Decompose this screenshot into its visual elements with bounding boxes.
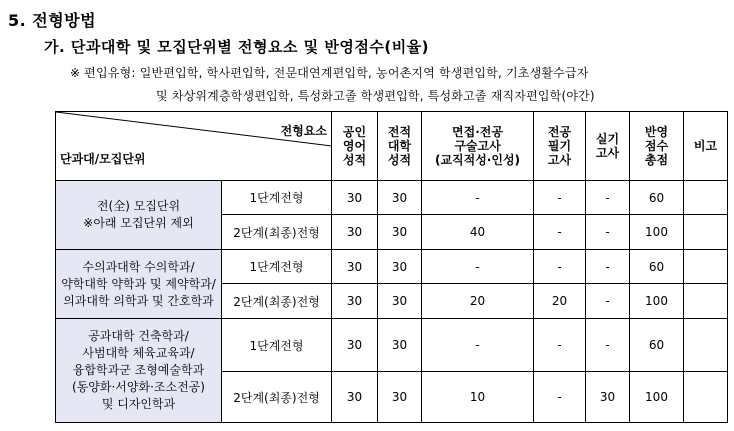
- value-cell: -: [534, 215, 586, 250]
- table-row: [56, 250, 728, 284]
- value-cell: -: [586, 250, 630, 284]
- value-cell: -: [586, 284, 630, 319]
- stage-cell: 1단계전형: [222, 181, 332, 215]
- value-cell: -: [534, 181, 586, 215]
- evaluation-table: [55, 111, 728, 423]
- stage-cell: 2단계(최종)전형: [222, 372, 332, 423]
- total-cell: 60: [630, 181, 684, 215]
- value-cell: -: [422, 319, 534, 372]
- table-row: [56, 319, 728, 372]
- unit-cell: 전(全) 모집단위 ※아래 모집단위 제외: [56, 181, 222, 250]
- header-remarks: 비고: [684, 112, 728, 181]
- header-practical-exam: 실기 고사: [586, 112, 630, 181]
- value-cell: 30: [378, 319, 422, 372]
- header-english-score: 공인 영어 성적: [332, 112, 378, 181]
- header-interview: 면접·전공 구술고사 (교직적성·인성): [422, 112, 534, 181]
- header-written-exam: 전공 필기 고사: [534, 112, 586, 181]
- value-cell: 30: [378, 372, 422, 423]
- value-cell: 30: [378, 181, 422, 215]
- stage-cell: 1단계전형: [222, 319, 332, 372]
- value-cell: 30: [378, 215, 422, 250]
- total-cell: 60: [630, 250, 684, 284]
- column-axis-label: 전형요소: [280, 124, 327, 138]
- value-cell: 30: [378, 250, 422, 284]
- value-cell: -: [534, 250, 586, 284]
- total-cell: 100: [630, 284, 684, 319]
- value-cell: -: [586, 319, 630, 372]
- value-cell: 30: [332, 181, 378, 215]
- admission-type-note: ※ 편입유형: 일반편입학, 학사편입학, 전문대연계편입학, 농어촌지역 학생편입학, 기초생활수급자: [70, 66, 589, 80]
- total-cell: 100: [630, 215, 684, 250]
- table-row: [56, 181, 728, 215]
- value-cell: 30: [332, 215, 378, 250]
- value-cell: -: [422, 181, 534, 215]
- stage-cell: 2단계(최종)전형: [222, 284, 332, 319]
- header-prior-college-gpa: 전적 대학 성적: [378, 112, 422, 181]
- value-cell: 20: [422, 284, 534, 319]
- value-cell: -: [534, 372, 586, 423]
- total-cell: 100: [630, 372, 684, 423]
- table-corner-header: [56, 112, 332, 181]
- remark-cell: [684, 319, 728, 372]
- value-cell: 10: [422, 372, 534, 423]
- remark-cell: [684, 250, 728, 284]
- remark-cell: [684, 181, 728, 215]
- unit-cell: 수의과대학 수의학과/ 약학대학 약학과 및 제약학과/ 의과대학 의학과 및 간호학과: [56, 250, 222, 319]
- unit-cell: 공과대학 건축학과/ 사범대학 체육교육과/ 융합학과군 조형예술학과 (동양화·서양화·조소전공) 및 디자인학과: [56, 319, 222, 423]
- value-cell: 30: [332, 319, 378, 372]
- value-cell: -: [534, 319, 586, 372]
- value-cell: -: [422, 250, 534, 284]
- section-title: 5. 전형방법: [8, 11, 97, 30]
- row-axis-label: 단과대/모집단위: [60, 152, 146, 166]
- value-cell: 30: [332, 284, 378, 319]
- diagonal-divider: [56, 112, 332, 180]
- value-cell: 30: [332, 372, 378, 423]
- stage-cell: 2단계(최종)전형: [222, 215, 332, 250]
- value-cell: -: [586, 215, 630, 250]
- value-cell: -: [586, 181, 630, 215]
- remark-cell: [684, 372, 728, 423]
- total-cell: 60: [630, 319, 684, 372]
- admission-type-note-continued: 및 차상위계층학생편입학, 특성화고졸 학생편입학, 특성화고졸 재직자편입학(야간): [156, 89, 595, 103]
- value-cell: 30: [378, 284, 422, 319]
- value-cell: 30: [332, 250, 378, 284]
- value-cell: 30: [586, 372, 630, 423]
- remark-cell: [684, 215, 728, 250]
- header-total-score: 반영 점수 총점: [630, 112, 684, 181]
- subsection-title: 가. 단과대학 및 모집단위별 전형요소 및 반영점수(비율): [44, 38, 430, 56]
- stage-cell: 1단계전형: [222, 250, 332, 284]
- value-cell: 40: [422, 215, 534, 250]
- value-cell: 20: [534, 284, 586, 319]
- remark-cell: [684, 284, 728, 319]
